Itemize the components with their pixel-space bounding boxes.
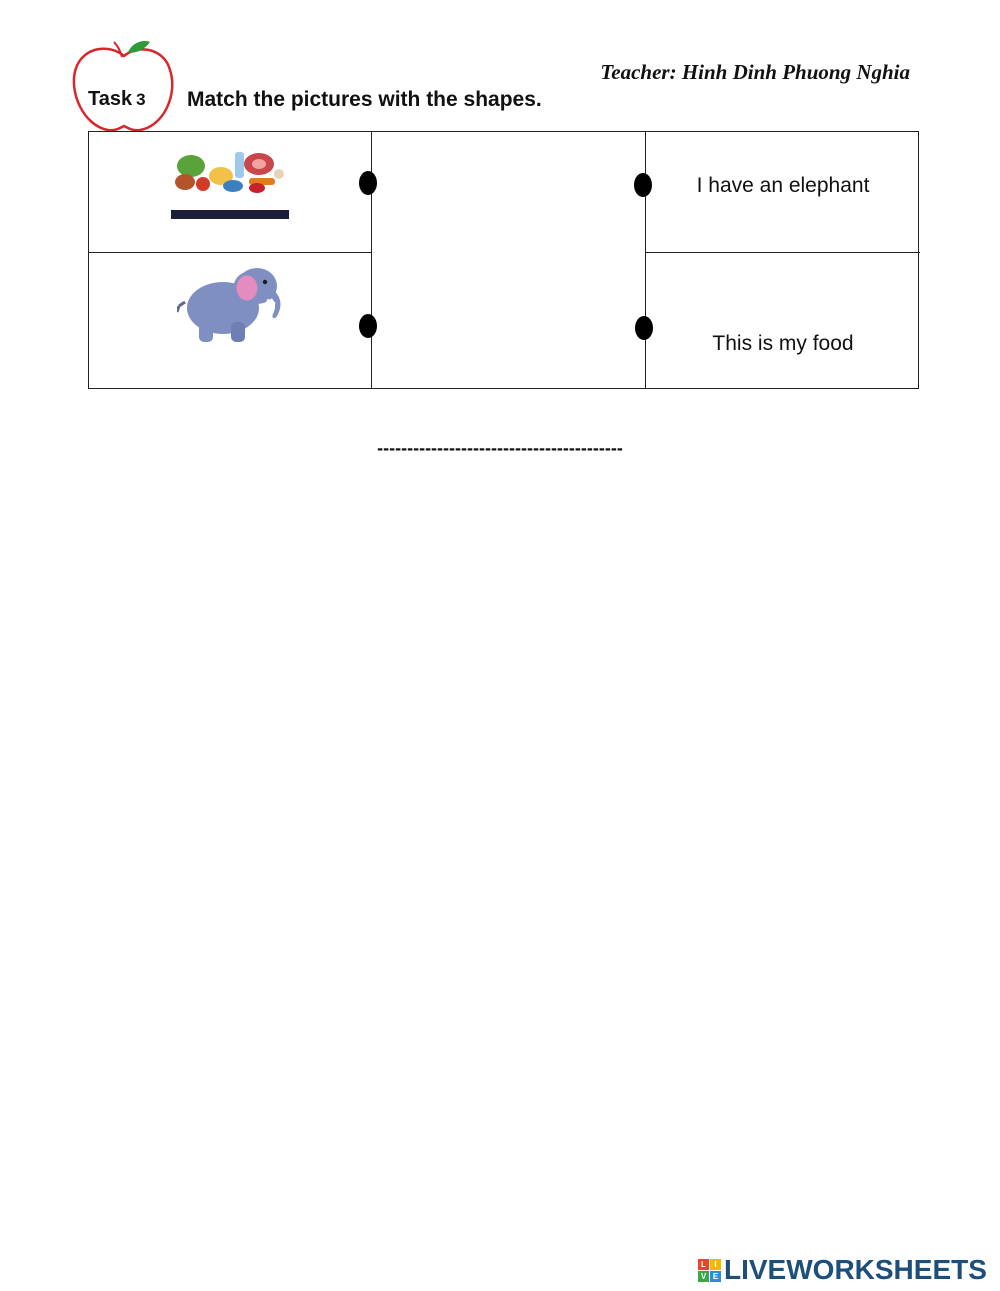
caption-elephant: I have an elephant: [696, 174, 870, 197]
table-row-divider: [89, 252, 371, 253]
brand-tile: L: [698, 1259, 709, 1270]
brand-tile: I: [710, 1259, 721, 1270]
caption-food: This is my food: [712, 332, 854, 355]
brand-tile: E: [710, 1271, 721, 1282]
table-column-divider: [371, 132, 372, 388]
food-groceries-icon: [169, 148, 291, 226]
match-dot-left[interactable]: [359, 171, 377, 195]
teacher-name: Teacher: Hinh Dinh Phuong Nghia: [600, 60, 910, 84]
brand-tile: V: [698, 1271, 709, 1282]
table-row-divider: [645, 252, 920, 253]
section-divider: -----------------------------------------: [377, 438, 623, 458]
task-number: 3: [136, 90, 146, 109]
matching-table: [88, 131, 919, 389]
elephant-icon: [177, 260, 297, 346]
task-instruction: Match the pictures with the shapes.: [187, 88, 542, 111]
apple-icon: [70, 38, 178, 134]
brand-name: LIVEWORKSHEETS: [724, 1254, 987, 1285]
match-dot-right[interactable]: [634, 173, 652, 197]
match-dot-left[interactable]: [359, 314, 377, 338]
match-dot-right[interactable]: [635, 316, 653, 340]
task-label: [88, 88, 146, 111]
liveworksheets-logo: [698, 1255, 987, 1285]
task-word: Task: [88, 88, 133, 110]
brand-tiles-icon: [698, 1259, 721, 1282]
